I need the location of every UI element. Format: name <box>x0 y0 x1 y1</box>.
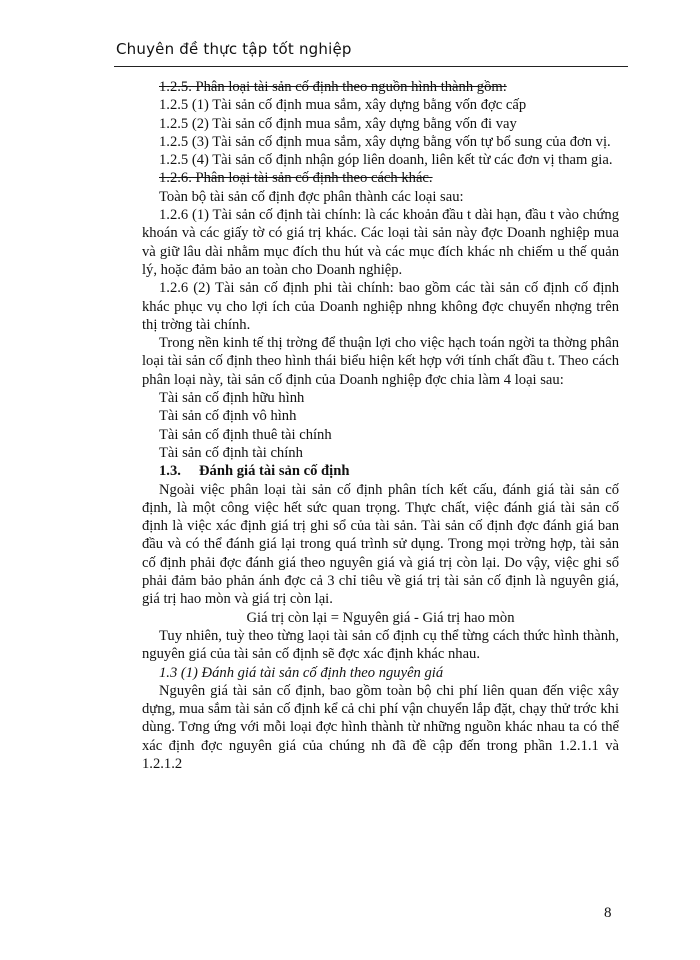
formula: Giá trị còn lại = Nguyên giá - Giá trị hao mòn <box>246 609 515 626</box>
paragraph: Nguyên giá tài sản cố định, bao gồm toàn bộ chi phí liên quan đến việc xây dựng, mua sắm tài sản cố định kể cả chi phí vận chuyển lắp đặt, chạy thử trớc khi dùng. Tơng ứng với mỗi loại đợc hình thành từ những nguồn khác nhau ta có thể xác định đợc nguyên giá của chúng nh đã đề cập đến trong phần 1.2.1.1 và 1.2.1.2 <box>142 682 619 772</box>
list-item: 1.2.5 (1) Tài sản cố định mua sắm, xây dựng bằng vốn đợc cấp <box>159 97 527 114</box>
paragraph: Toàn bộ tài sản cố định đợc phân thành các loại sau: <box>159 188 464 205</box>
subsection-heading-1-3-1: 1.3 (1) Đánh giá tài sản cố định theo nguyên giá <box>159 664 444 681</box>
list-item: Tài sản cố định vô hình <box>159 408 297 425</box>
list-item: Tài sản cố định hữu hình <box>159 390 305 407</box>
paragraph: Ngoài việc phân loại tài sản cố định phân tích kết cấu, đánh giá tài sản cố định, là một công việc hết sức quan trọng. Thực chất, việc đánh giá tài sản cố định là việc xác định giá trị ghi sổ của tài sản. Tài sản cố định đợc đánh giá ban đầu và có thể đánh giá lại trong quá trình sử dụng. Trong mọi trờng hợp, tài sản cố định phải đợc đánh giá theo nguyên giá và giá trị còn lại. Do vậy, việc ghi sổ phải đảm bảo phản ánh đợc cả 3 chỉ tiêu về giá trị tài sản cố định là nguyên giá, giá trị hao mòn và giá trị còn lại. <box>142 481 619 608</box>
page-body <box>142 78 619 773</box>
list-item: Tài sản cố định thuê tài chính <box>159 426 332 443</box>
paragraph: 1.2.6 (2) Tài sản cố định phi tài chính: bao gồm các tài sản cố định cố định khác phục vụ cho lợi ích của Doanh nghiệp nhng không đợc chuyển nhợng trên thị trờng tài chính. <box>142 280 619 333</box>
section-number: 1.3. <box>159 463 181 480</box>
paragraph: Trong nền kinh tế thị trờng để thuận lợi cho việc hạch toán ngời ta thờng phân loại tài sản cố định theo hình thái biểu hiện kết hợp với tính chất đầu t. Theo cách phân loại này, tài sản cố định của Doanh nghiệp đợc chia làm 4 loại sau: <box>142 335 619 388</box>
page-number: 8 <box>604 905 612 921</box>
paragraph: Tuy nhiên, tuỳ theo từng laọi tài sản cố định cụ thể từng cách thức hình thành, nguyên giá của tài sản cố định sẽ đợc xác định khác nhau. <box>142 627 619 663</box>
section-heading <box>142 462 619 480</box>
list-item: Tài sản cố định tài chính <box>159 444 303 461</box>
list-item: 1.2.5 (3) Tài sản cố định mua sắm, xây dựng bằng vốn tự bổ sung của đơn vị. <box>159 133 611 150</box>
section-title: Đánh giá tài sản cố định <box>199 463 350 480</box>
subsection-heading-1-2-5: 1.2.5. Phân loại tài sản cố định theo nguồn hình thành gồm: <box>159 79 507 95</box>
list-item: 1.2.5 (2) Tài sản cố định mua sắm, xây dựng bằng vốn đi vay <box>159 115 517 132</box>
paragraph: 1.2.6 (1) Tài sản cố định tài chính: là các khoản đầu t dài hạn, đầu t vào chứng khoán và các giấy tờ có giá trị khác. Các loại tài sản này đợc Doanh nghiệp mua và giữ lâu dài nhằm mục đích thu hút và các mục đích khác nh chiếm u thế quản lý, hoặc đảm bảo an toàn cho Doanh nghiệp. <box>142 207 619 278</box>
list-item: 1.2.5 (4) Tài sản cố định nhận góp liên doanh, liên kết từ các đơn vị tham gia. <box>159 152 613 169</box>
header-rule <box>114 66 628 67</box>
running-header: Chuyên đề thực tập tốt nghiệp <box>116 40 352 58</box>
subsection-heading-1-2-6: 1.2.6. Phân loại tài sản cố định theo cách khác. <box>159 170 433 187</box>
